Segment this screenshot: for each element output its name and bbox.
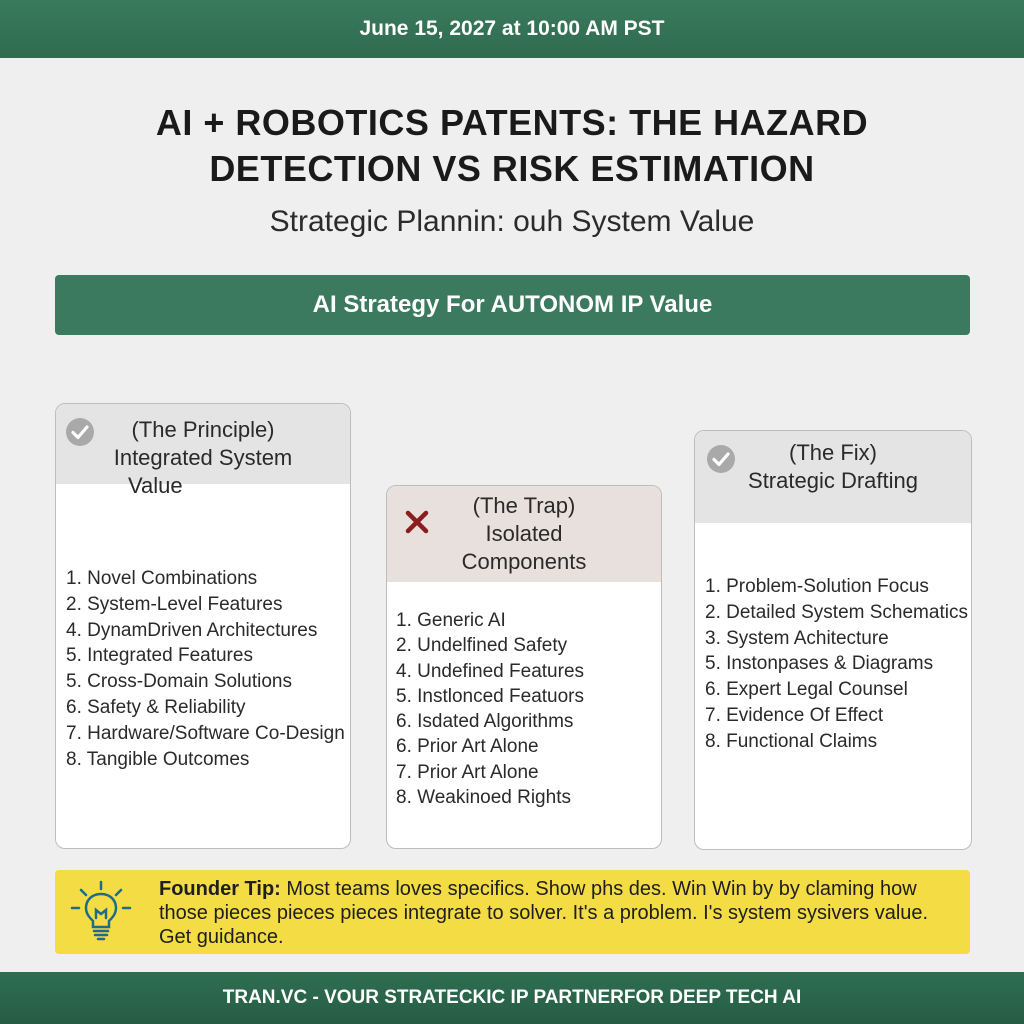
list-item: 7. Hardware/Software Co-Design	[66, 722, 345, 744]
page-subtitle: Strategic Plannin: ouh System Value	[269, 205, 755, 238]
fix-card-header	[695, 431, 971, 523]
principle-list	[66, 566, 345, 772]
list-item: 1. Problem-Solution Focus	[705, 576, 929, 597]
list-item: 5. Instlonced Featuors	[396, 685, 584, 707]
list-item: 2. Undelfined Safety	[396, 635, 568, 657]
list-item: 1. Generic AI	[396, 610, 506, 631]
list-item: 5. Instonpases & Diagrams	[705, 653, 934, 675]
list-item: 7. Evidence Of Effect	[705, 704, 884, 726]
list-item: 5. Cross-Domain Solutions	[66, 671, 292, 693]
list-item: 6. Prior Art Alone	[396, 736, 539, 758]
page-title	[60, 100, 964, 192]
list-item: 8. Tangible Outcomes	[66, 748, 250, 770]
trap-header-line-2: Isolated	[485, 521, 563, 546]
list-item: 6. Isdated Algorithms	[396, 711, 574, 733]
principle-card	[55, 403, 351, 849]
list-item: 1. Novel Combinations	[66, 568, 258, 589]
founder-tip	[55, 870, 970, 954]
list-item: 2. Detailed System Schematics	[705, 601, 968, 623]
title-line-1: AI + ROBOTICS PATENTS: THE HAZARD	[155, 102, 869, 143]
x-mark-icon	[403, 508, 431, 536]
fix-list	[705, 574, 968, 755]
principle-card-header	[56, 404, 350, 498]
fix-card	[694, 430, 972, 850]
list-item: 7. Prior Art Alone	[396, 761, 539, 783]
list-item: 4. Undefined Features	[396, 660, 585, 682]
list-item: 2. System-Level Features	[66, 593, 283, 615]
list-item: 5. Integrated Features	[66, 645, 253, 667]
tip-text	[159, 877, 959, 949]
trap-card-header	[387, 486, 661, 582]
strategy-banner	[55, 275, 970, 335]
list-item: 6. Expert Legal Counsel	[705, 679, 908, 701]
footer-bar	[0, 972, 1024, 1024]
principle-header-line-2: Integrated System	[113, 445, 293, 470]
title-line-2: DETECTION VS RISK ESTIMATION	[209, 148, 815, 189]
list-item: 4. DynamDriven Architectures	[66, 619, 318, 641]
list-item: 8. Functional Claims	[705, 730, 878, 752]
footer-text: TRAN.VC - VOUR STRATECKIC IP PARTNERFOR DEEP TECH AI	[222, 987, 802, 1008]
fix-header-line-2: Strategic Drafting	[748, 468, 918, 493]
fix-header-line-1: (The Fix)	[789, 440, 877, 465]
list-item: 6. Safety & Reliability	[66, 696, 246, 718]
list-item: 8. Weakinoed Rights	[396, 787, 571, 809]
date-bar	[0, 0, 1024, 58]
trap-header-line-3: Components	[461, 549, 587, 574]
tip-label: Founder Tip:	[159, 878, 281, 900]
check-circle-icon	[66, 418, 94, 446]
trap-header-line-1: (The Trap)	[472, 493, 576, 518]
trap-list	[396, 608, 584, 810]
date-line: June 15, 2027 at 10:00 AM PST	[359, 17, 665, 40]
principle-header-line-3: Value	[128, 473, 183, 498]
tip-body: Most teams loves specifics. Show phs des. Win Win by by claming how those pieces pieces pieces integrate to solver. It's a problem. I's system sysivers value. Get guidance.	[159, 878, 929, 948]
trap-card	[386, 485, 662, 849]
principle-header-line-1: (The Principle)	[131, 417, 275, 442]
lightbulb-icon	[69, 880, 133, 944]
list-item: 3. System Achitecture	[705, 627, 889, 649]
banner-text: AI Strategy For AUTONOM IP Value	[312, 291, 713, 318]
check-circle-icon	[707, 445, 735, 473]
